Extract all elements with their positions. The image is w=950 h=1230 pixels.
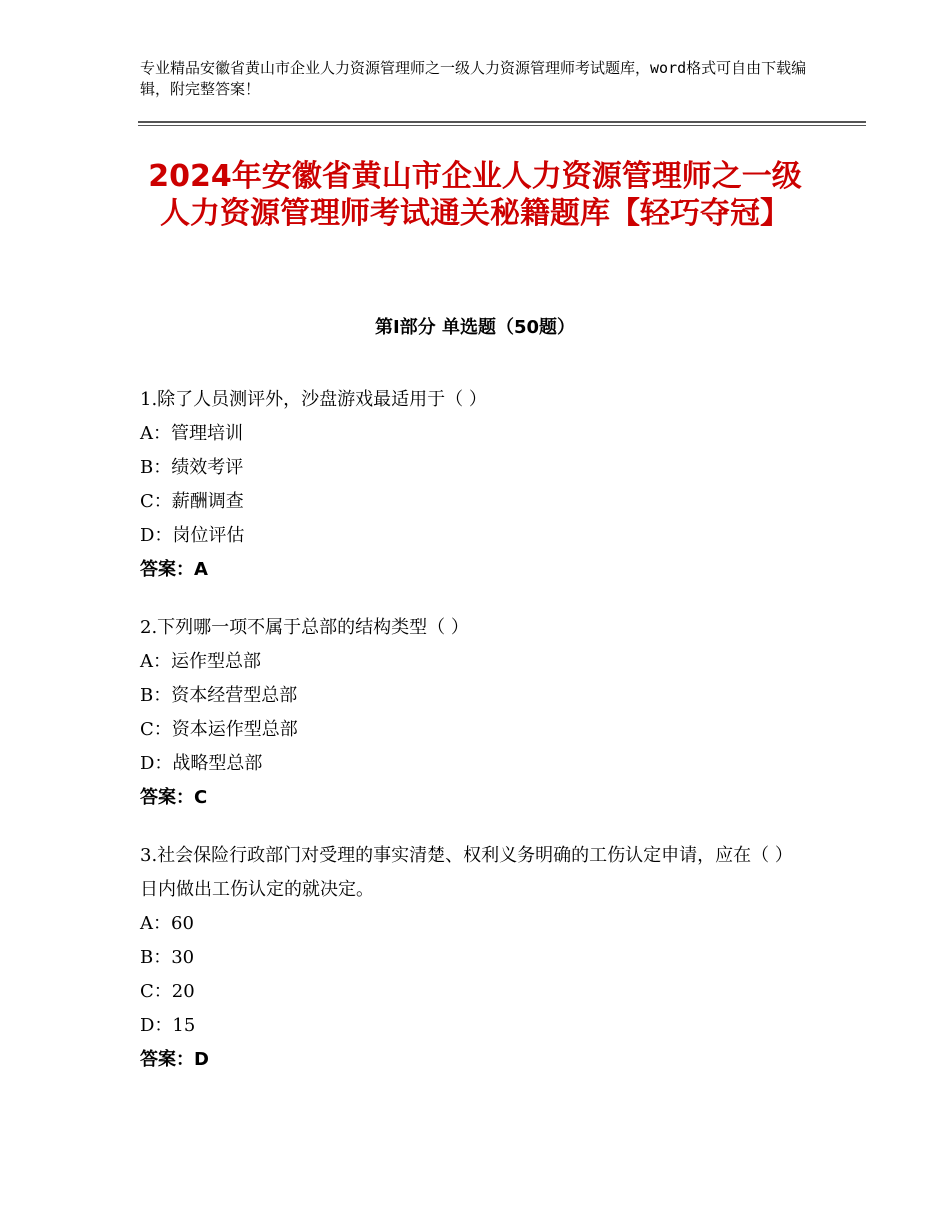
- option-d: D：岗位评估: [140, 525, 245, 546]
- option-a: A：60: [140, 913, 194, 934]
- option-c: C：资本运作型总部: [140, 719, 298, 740]
- option-b: B：30: [140, 947, 195, 968]
- answer-line: 答案：A: [140, 559, 208, 580]
- answer-line: 答案：C: [140, 787, 208, 808]
- option-d: D：战略型总部: [140, 753, 263, 774]
- question-list: [140, 383, 810, 1101]
- header-note: 专业精品安徽省黄山市企业人力资源管理师之一级人力资源管理师考试题库，word格式可自由下载编辑，附完整答案！: [140, 59, 807, 98]
- header-rule-thick: [138, 121, 866, 123]
- option-a: A：运作型总部: [140, 651, 261, 672]
- header-rule-thin: [138, 125, 866, 126]
- option-d: D：15: [140, 1015, 196, 1036]
- option-c: C：20: [140, 981, 195, 1002]
- document-title: 2024年安徽省黄山市企业人力资源管理师之一级人力资源管理师考试通关秘籍题库【轻巧夺冠】: [148, 159, 802, 231]
- option-b: B：资本经营型总部: [140, 685, 298, 706]
- option-b: B：绩效考评: [140, 457, 244, 478]
- question-text: 3.社会保险行政部门对受理的事实清楚、权利义务明确的工伤认定申请，应在（ ）日内做出工伤认定的就决定。: [140, 845, 793, 900]
- question-text: 2.下列哪一项不属于总部的结构类型（ ）: [140, 617, 469, 638]
- section-heading: 第Ⅰ部分 单选题（50题）: [374, 317, 575, 338]
- option-c: C：薪酬调查: [140, 491, 244, 512]
- option-a: A：管理培训: [140, 423, 243, 444]
- answer-line: 答案：D: [140, 1049, 209, 1070]
- question-2: [140, 611, 810, 815]
- question-1: [140, 383, 810, 587]
- question-text: 1.除了人员测评外，沙盘游戏最适用于（ ）: [140, 389, 487, 410]
- question-3: [140, 839, 810, 1077]
